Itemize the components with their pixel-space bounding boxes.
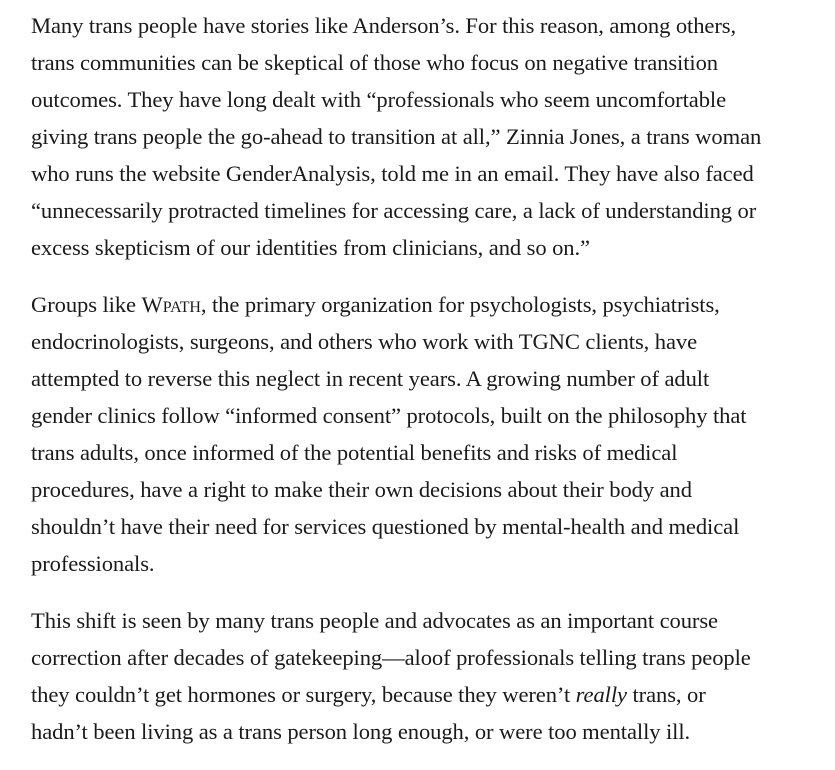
text-line: [31, 118, 827, 155]
text-segment: , the primary organization for psychologists, psychiatrists,: [200, 292, 720, 317]
emphasis-text: really: [575, 682, 627, 707]
text-segment: trans, or: [626, 682, 706, 707]
article-paragraph: [31, 602, 827, 750]
text-segment: endocrinologists, surgeons, and others who work with TGNC clients, have: [31, 329, 698, 354]
article-paragraph: [31, 286, 827, 582]
text-segment: shouldn’t have their need for services questioned by mental-health and medical: [31, 514, 740, 539]
text-segment: outcomes. They have long dealt with “professionals who seem uncomfortable: [31, 87, 727, 112]
text-segment: Groups like: [31, 292, 142, 317]
text-line: [31, 602, 827, 639]
text-segment: trans communities can be skeptical of those who focus on negative transition: [31, 50, 718, 75]
text-segment: “unnecessarily protracted timelines for accessing care, a lack of understanding or: [31, 198, 757, 223]
text-segment: This shift is seen by many trans people and advocates as an important course: [31, 608, 718, 633]
text-segment: correction after decades of gatekeeping—aloof professionals telling trans people: [31, 645, 751, 670]
text-segment: trans adults, once informed of the potential benefits and risks of medical: [31, 440, 678, 465]
text-line: [31, 434, 827, 471]
text-line: [31, 545, 827, 582]
text-line: [31, 286, 827, 323]
text-line: [31, 639, 827, 676]
text-segment: hadn’t been living as a trans person long enough, or were too mentally ill.: [31, 719, 691, 744]
text-line: [31, 155, 827, 192]
article-body: [31, 7, 827, 770]
text-line: [31, 7, 827, 44]
text-segment: Many trans people have stories like Anderson’s. For this reason, among others,: [31, 13, 737, 38]
text-segment: professionals.: [31, 551, 155, 576]
text-segment: gender clinics follow “informed consent” protocols, built on the philosophy that: [31, 403, 747, 428]
text-segment: procedures, have a right to make their own decisions about their body and: [31, 477, 692, 502]
text-line: [31, 192, 827, 229]
article-paragraph: [31, 7, 827, 266]
text-segment: giving trans people the go-ahead to transition at all,” Zinnia Jones, a trans woman: [31, 124, 762, 149]
text-line: [31, 713, 827, 750]
text-line: [31, 229, 827, 266]
text-line: [31, 81, 827, 118]
text-line: [31, 676, 827, 713]
text-segment: excess skepticism of our identities from clinicians, and so on.”: [31, 235, 590, 260]
text-segment: who runs the website GenderAnalysis, told me in an email. They have also faced: [31, 161, 754, 186]
text-segment: attempted to reverse this neglect in recent years. A growing number of adult: [31, 366, 710, 391]
text-line: [31, 323, 827, 360]
text-line: [31, 397, 827, 434]
organization-name: Wpath: [141, 292, 201, 317]
text-line: [31, 44, 827, 81]
text-line: [31, 360, 827, 397]
text-segment: they couldn’t get hormones or surgery, because they weren’t: [31, 682, 576, 707]
text-line: [31, 508, 827, 545]
text-line: [31, 471, 827, 508]
